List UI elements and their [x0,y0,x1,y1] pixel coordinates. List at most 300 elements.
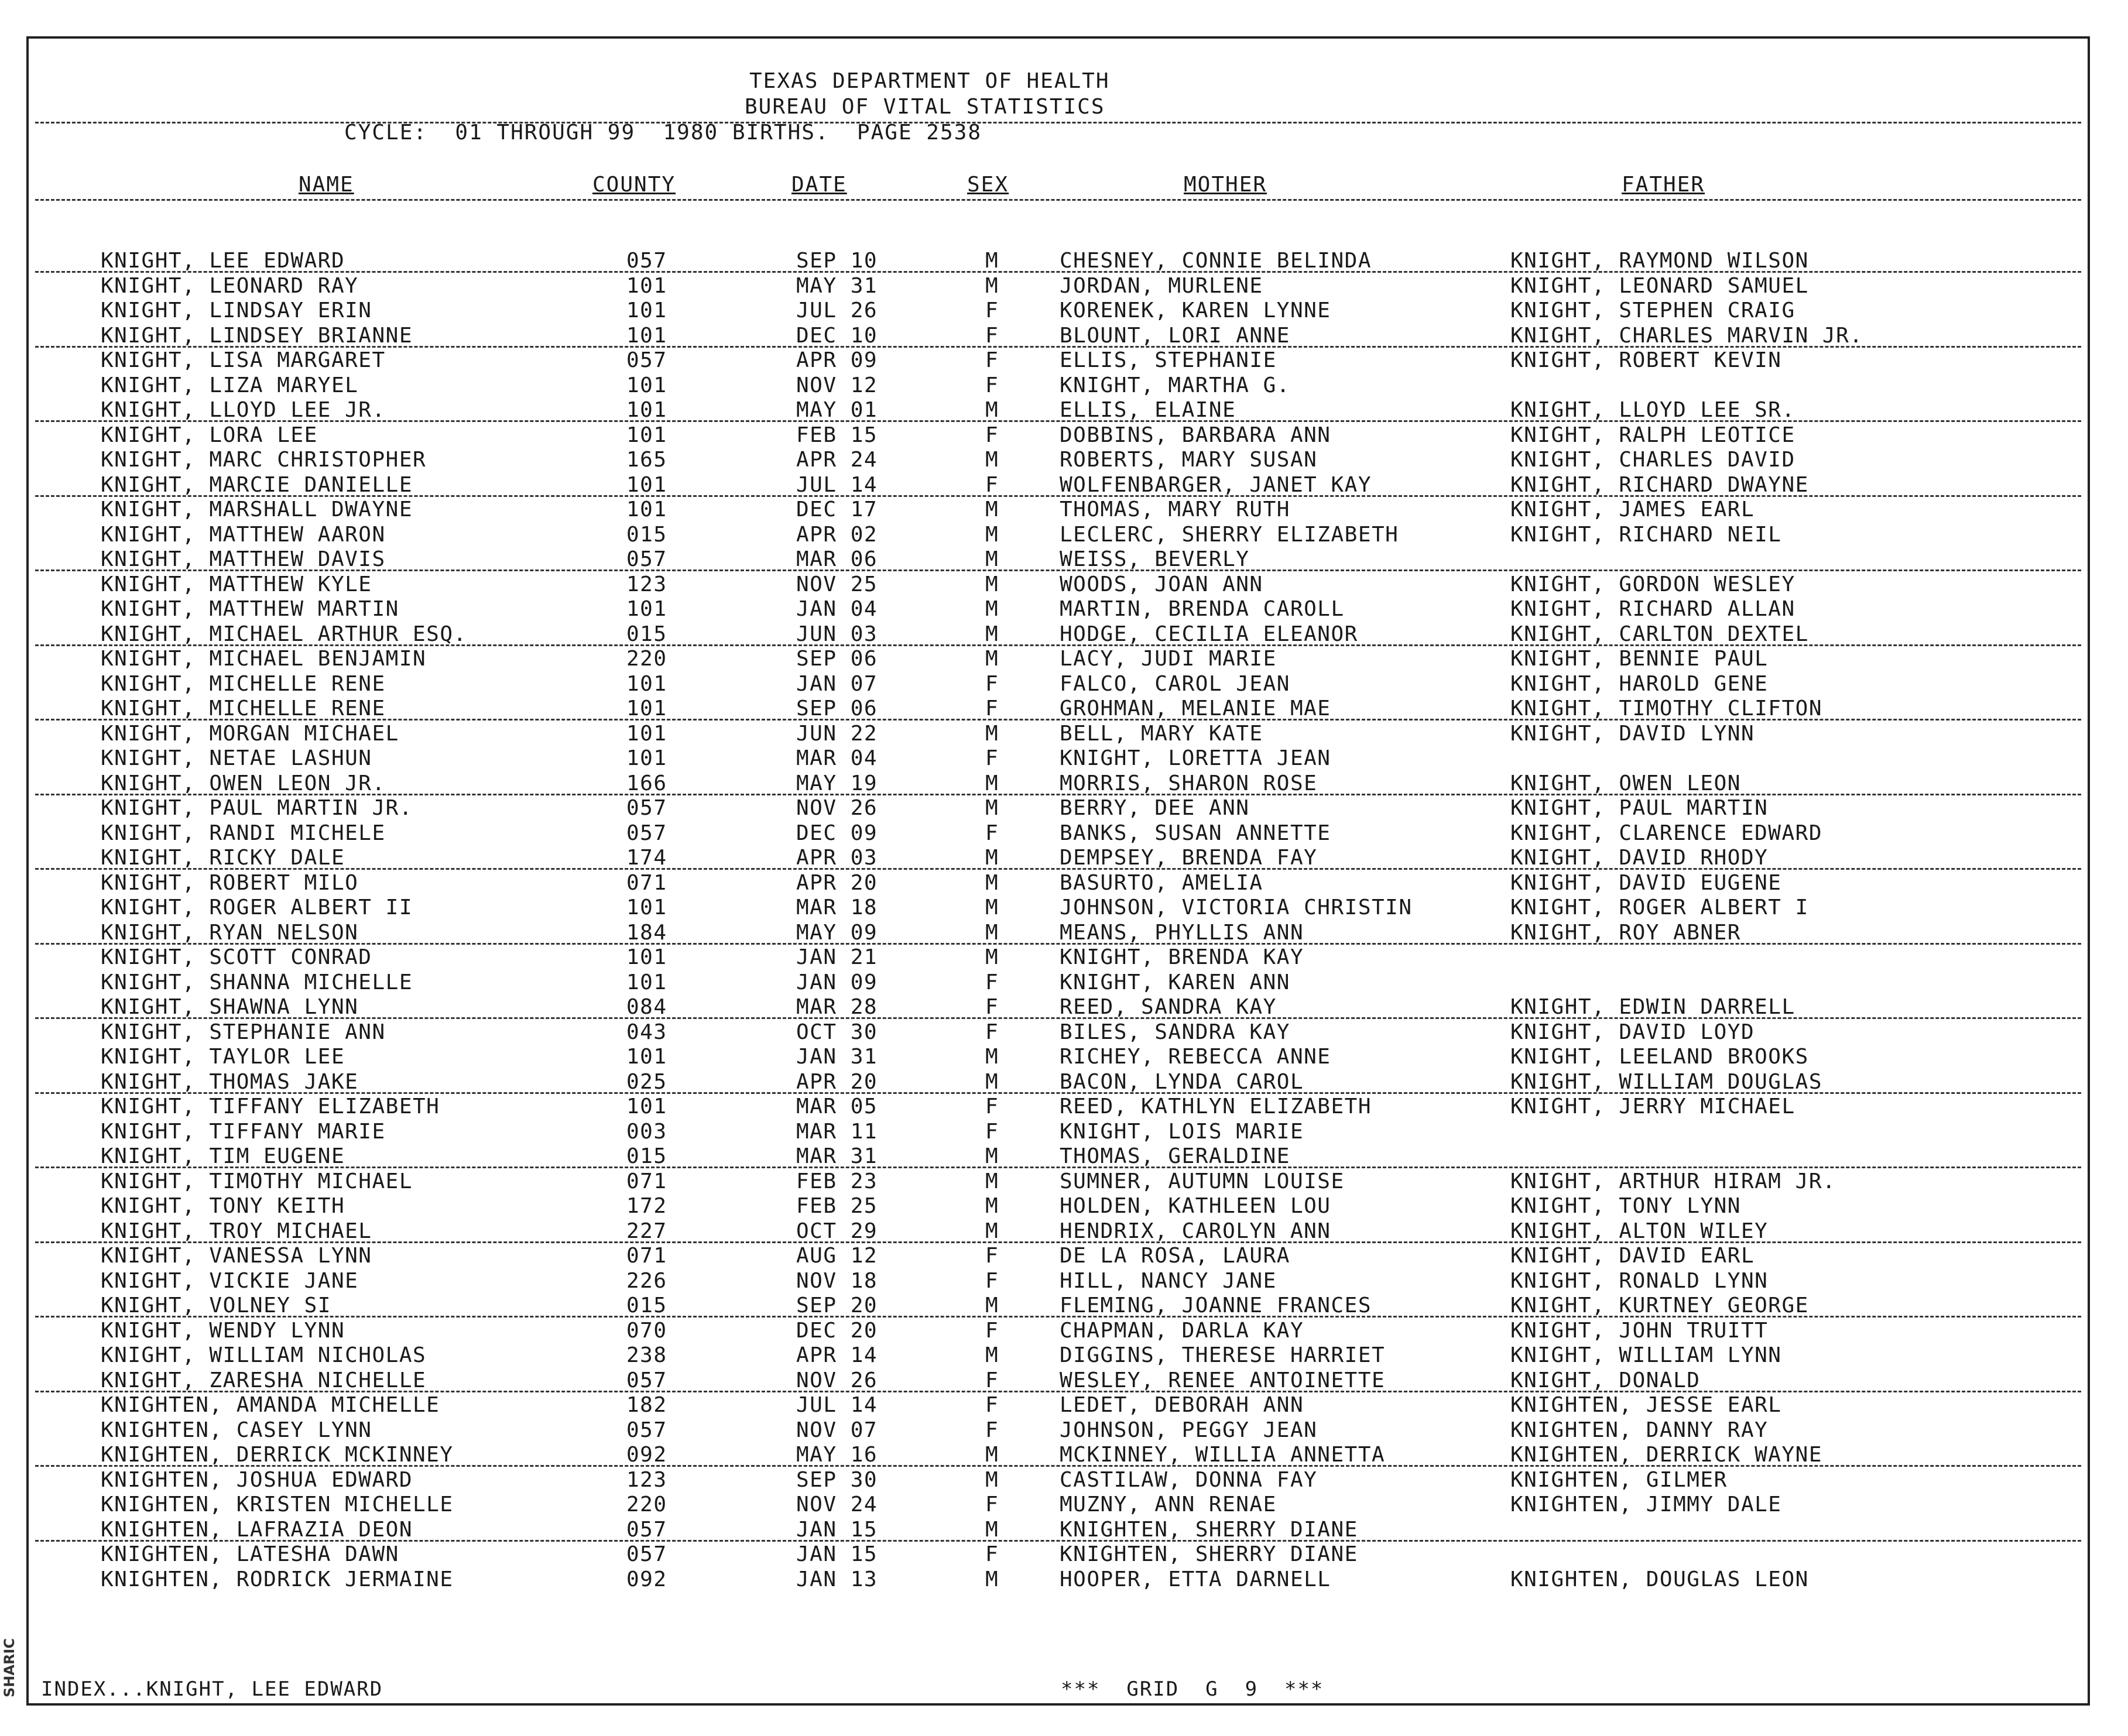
cell-sex: M [985,572,999,596]
cell-name: KNIGHTEN, CASEY LYNN [101,1418,372,1442]
cell-name: KNIGHT, NETAE LASHUN [101,746,372,770]
cell-father: KNIGHTEN, DANNY RAY [1510,1418,1769,1442]
cell-county: 070 [626,1318,667,1343]
table-row [0,1219,2128,1244]
cell-date: JUL 26 [796,299,878,323]
cell-date: JAN 31 [796,1045,878,1069]
cell-mother: HENDRIX, CAROLYN ANN [1060,1219,1331,1243]
cell-name: KNIGHT, TIFFANY MARIE [101,1119,386,1144]
department-title: TEXAS DEPARTMENT OF HEALTH [749,69,1110,93]
cell-name: KNIGHT, TONY KEITH [101,1194,345,1218]
table-row [0,647,2128,672]
cell-county: 092 [626,1567,667,1591]
cell-father: KNIGHTEN, GILMER [1510,1467,1728,1492]
cell-father: KNIGHT, LEELAND BROOKS [1510,1045,1809,1069]
column-header-father: FATHER [1622,173,1705,197]
cell-sex: M [985,870,999,895]
cell-date: SEP 20 [796,1294,878,1318]
cell-name: KNIGHT, PAUL MARTIN JR. [101,796,413,820]
cell-name: KNIGHT, MICHELLE RENE [101,697,386,721]
table-row [0,970,2128,996]
cell-father: KNIGHT, DAVID RHODY [1510,846,1769,870]
table-row [0,921,2128,946]
cell-father: KNIGHTEN, JESSE EARL [1510,1393,1782,1417]
cell-mother: BELL, MARY KATE [1060,721,1263,746]
cell-sex: M [985,1294,999,1318]
cell-county: 057 [626,821,667,845]
cell-date: NOV 18 [796,1268,878,1293]
cell-county: 172 [626,1194,667,1218]
cell-father: KNIGHT, LLOYD LEE SR. [1510,398,1795,422]
table-row [0,1045,2128,1070]
table-row [0,572,2128,598]
cell-sex: M [985,1194,999,1218]
cell-mother: BANKS, SUSAN ANNETTE [1060,821,1331,845]
header-divider [35,122,2081,123]
cell-county: 101 [626,398,667,422]
cell-father: KNIGHT, DAVID LOYD [1510,1020,1755,1044]
cell-sex: M [985,896,999,920]
cell-sex: M [985,945,999,969]
cell-mother: BACON, LYNDA CAROL [1060,1069,1304,1094]
cell-date: NOV 25 [796,572,878,596]
cell-county: 043 [626,1020,667,1044]
table-row [0,498,2128,523]
cell-father: KNIGHT, CHARLES MARVIN JR. [1510,323,1863,348]
cell-date: NOV 07 [796,1418,878,1442]
cell-father: KNIGHT, JAMES EARL [1510,498,1755,522]
cell-father: KNIGHT, EDWIN DARRELL [1510,995,1795,1019]
column-header-date: DATE [791,173,847,197]
table-row [0,1393,2128,1418]
cell-name: KNIGHT, MICHAEL ARTHUR ESQ. [101,622,467,646]
cell-sex: M [985,597,999,621]
cell-sex: M [985,721,999,746]
cell-name: KNIGHT, LORA LEE [101,423,318,447]
cell-father: KNIGHT, HAROLD GENE [1510,671,1769,696]
cell-father: KNIGHT, CARLTON DEXTEL [1510,622,1809,646]
cell-name: KNIGHT, LLOYD LEE JR. [101,398,386,422]
cell-county: 101 [626,671,667,696]
cell-date: JAN 07 [796,671,878,696]
cell-name: KNIGHT, MARC CHRISTOPHER [101,448,427,472]
cell-sex: M [985,920,999,945]
cell-sex: F [985,299,999,323]
cell-mother: LEDET, DEBORAH ANN [1060,1393,1304,1417]
cell-date: DEC 09 [796,821,878,845]
table-row [0,398,2128,423]
cell-county: 101 [626,299,667,323]
table-row [0,448,2128,473]
cell-mother: CHAPMAN, DARLA KAY [1060,1318,1304,1343]
table-row [0,523,2128,548]
cell-sex: M [985,448,999,472]
cell-date: JAN 21 [796,945,878,969]
cell-father: KNIGHT, PAUL MARTIN [1510,796,1769,820]
cell-mother: MEANS, PHYLLIS ANN [1060,920,1304,945]
cell-mother: THOMAS, MARY RUTH [1060,498,1290,522]
cell-county: 025 [626,1069,667,1094]
cell-county: 101 [626,323,667,348]
column-header-divider [35,199,2081,201]
table-row [0,672,2128,697]
cell-name: KNIGHTEN, JOSHUA EDWARD [101,1467,413,1492]
cell-sex: F [985,995,999,1019]
cell-name: KNIGHT, THOMAS JAKE [101,1069,359,1094]
cell-mother: KNIGHT, MARTHA G. [1060,373,1290,397]
cell-date: MAY 19 [796,771,878,795]
cell-name: KNIGHT, MATTHEW MARTIN [101,597,399,621]
cell-name: KNIGHT, TAYLOR LEE [101,1045,345,1069]
cell-date: MAR 31 [796,1144,878,1168]
cell-date: APR 03 [796,846,878,870]
cell-father: KNIGHT, STEPHEN CRAIG [1510,299,1795,323]
table-row [0,771,2128,797]
cell-name: KNIGHTEN, LATESHA DAWN [101,1542,399,1566]
table-row [0,995,2128,1020]
cell-mother: BLOUNT, LORI ANNE [1060,323,1290,348]
cell-date: APR 02 [796,522,878,547]
cell-sex: F [985,1244,999,1268]
table-row [0,373,2128,399]
cell-sex: M [985,1144,999,1168]
cell-name: KNIGHT, LINDSEY BRIANNE [101,323,413,348]
cell-county: 101 [626,746,667,770]
cell-mother: JOHNSON, VICTORIA CHRISTIN [1060,896,1413,920]
cell-date: OCT 29 [796,1219,878,1243]
cell-father: KNIGHT, TIMOTHY CLIFTON [1510,697,1822,721]
cell-county: 101 [626,896,667,920]
cell-county: 015 [626,622,667,646]
cell-name: KNIGHT, TROY MICHAEL [101,1219,372,1243]
cell-father: KNIGHT, DAVID EUGENE [1510,870,1782,895]
cell-mother: BERRY, DEE ANN [1060,796,1250,820]
cell-sex: F [985,1393,999,1417]
table-row [0,896,2128,921]
cell-mother: HODGE, CECILIA ELEANOR [1060,622,1358,646]
cell-mother: WOODS, JOAN ANN [1060,572,1263,596]
cell-father: KNIGHT, LEONARD SAMUEL [1510,273,1809,298]
grid-footer: *** GRID G 9 *** [1061,1677,1324,1701]
cell-county: 057 [626,1517,667,1542]
cell-father: KNIGHT, RALPH LEOTICE [1510,423,1795,447]
cell-county: 220 [626,647,667,671]
cell-sex: M [985,522,999,547]
cell-mother: HILL, NANCY JANE [1060,1268,1277,1293]
cell-father: KNIGHTEN, DOUGLAS LEON [1510,1567,1809,1591]
column-header-name: NAME [299,173,354,197]
cell-date: JAN 04 [796,597,878,621]
cell-sex: M [985,273,999,298]
cell-father: KNIGHT, ARTHUR HIRAM JR. [1510,1169,1836,1193]
cell-sex: F [985,1493,999,1517]
cell-county: 101 [626,472,667,497]
cell-name: KNIGHT, MARSHALL DWAYNE [101,498,413,522]
cell-father: KNIGHT, OWEN LEON [1510,771,1741,795]
cell-sex: F [985,423,999,447]
cell-sex: M [985,498,999,522]
cell-name: KNIGHT, LEONARD RAY [101,273,359,298]
cell-county: 071 [626,1244,667,1268]
cell-father: KNIGHT, CHARLES DAVID [1510,448,1795,472]
table-row [0,423,2128,448]
cell-date: MAR 06 [796,547,878,571]
cell-mother: KNIGHT, KAREN ANN [1060,970,1290,994]
cell-date: JUN 03 [796,622,878,646]
cell-name: KNIGHT, WILLIAM NICHOLAS [101,1343,427,1367]
cell-father: KNIGHT, CLARENCE EDWARD [1510,821,1822,845]
cell-date: APR 24 [796,448,878,472]
cell-date: JUL 14 [796,472,878,497]
cell-county: 101 [626,373,667,397]
cell-sex: M [985,1069,999,1094]
cell-sex: M [985,1443,999,1467]
cell-county: 184 [626,920,667,945]
cell-county: 071 [626,1169,667,1193]
cell-county: 092 [626,1443,667,1467]
table-row [0,1095,2128,1120]
table-row [0,697,2128,722]
cell-name: KNIGHT, WENDY LYNN [101,1318,345,1343]
cell-father: KNIGHT, WILLIAM LYNN [1510,1343,1782,1367]
cell-sex: M [985,1219,999,1243]
cell-county: 182 [626,1393,667,1417]
cell-sex: F [985,472,999,497]
cell-father: KNIGHT, ALTON WILEY [1510,1219,1769,1243]
cell-date: DEC 17 [796,498,878,522]
cell-sex: F [985,1268,999,1293]
cell-name: KNIGHTEN, AMANDA MICHELLE [101,1393,440,1417]
table-row [0,871,2128,896]
cell-name: KNIGHT, LINDSAY ERIN [101,299,372,323]
cell-date: NOV 24 [796,1493,878,1517]
cell-mother: SUMNER, AUTUMN LOUISE [1060,1169,1345,1193]
cell-sex: M [985,846,999,870]
cell-county: 101 [626,423,667,447]
cell-name: KNIGHT, VANESSA LYNN [101,1244,372,1268]
table-row [0,821,2128,846]
cell-name: KNIGHT, STEPHANIE ANN [101,1020,386,1044]
cell-father: KNIGHT, KURTNEY GEORGE [1510,1294,1809,1318]
cell-father: KNIGHT, ROY ABNER [1510,920,1741,945]
cell-date: JAN 13 [796,1567,878,1591]
cell-mother: GROHMAN, MELANIE MAE [1060,697,1331,721]
cell-mother: DIGGINS, THERESE HARRIET [1060,1343,1386,1367]
cell-county: 015 [626,1294,667,1318]
table-row [0,1518,2128,1543]
cell-name: KNIGHT, LISA MARGARET [101,348,386,372]
cell-name: KNIGHTEN, RODRICK JERMAINE [101,1567,454,1591]
cell-name: KNIGHT, LIZA MARYEL [101,373,359,397]
cell-county: 084 [626,995,667,1019]
table-row [0,746,2128,771]
cell-name: KNIGHT, TIM EUGENE [101,1144,345,1168]
cell-mother: FALCO, CAROL JEAN [1060,671,1290,696]
cell-county: 227 [626,1219,667,1243]
cell-county: 174 [626,846,667,870]
cell-county: 123 [626,572,667,596]
cell-sex: M [985,1343,999,1367]
cell-date: DEC 20 [796,1318,878,1343]
cell-mother: ROBERTS, MARY SUSAN [1060,448,1318,472]
cell-county: 057 [626,1542,667,1566]
cell-date: SEP 06 [796,647,878,671]
cell-sex: F [985,1418,999,1442]
cell-father: KNIGHT, WILLIAM DOUGLAS [1510,1069,1822,1094]
cell-mother: KNIGHTEN, SHERRY DIANE [1060,1517,1358,1542]
table-row [0,1269,2128,1294]
cell-date: NOV 26 [796,796,878,820]
table-row [0,1070,2128,1095]
cell-sex: M [985,771,999,795]
cell-date: MAR 28 [796,995,878,1019]
cell-date: JUL 14 [796,1393,878,1417]
cell-date: MAY 31 [796,273,878,298]
cell-county: 057 [626,348,667,372]
table-row [0,846,2128,871]
cell-sex: F [985,1318,999,1343]
cell-date: OCT 30 [796,1020,878,1044]
cell-mother: RICHEY, REBECCA ANNE [1060,1045,1331,1069]
cell-name: KNIGHT, MICHELLE RENE [101,671,386,696]
cell-mother: MUZNY, ANN RENAE [1060,1493,1277,1517]
cell-name: KNIGHT, TIMOTHY MICHAEL [101,1169,413,1193]
cell-sex: M [985,249,999,273]
cell-date: JUN 22 [796,721,878,746]
cell-mother: JOHNSON, PEGGY JEAN [1060,1418,1318,1442]
cell-mother: KORENEK, KAREN LYNNE [1060,299,1331,323]
cell-county: 101 [626,597,667,621]
cell-date: MAR 05 [796,1095,878,1119]
cell-father: KNIGHT, ROBERT KEVIN [1510,348,1782,372]
cell-date: NOV 12 [796,373,878,397]
cell-county: 101 [626,945,667,969]
table-row [0,547,2128,572]
cell-father: KNIGHT, RICHARD DWAYNE [1510,472,1809,497]
table-row [0,1169,2128,1195]
table-row [0,1368,2128,1394]
cell-date: APR 20 [796,870,878,895]
cell-date: SEP 06 [796,697,878,721]
cell-father: KNIGHT, DAVID LYNN [1510,721,1755,746]
cell-name: KNIGHT, RANDI MICHELE [101,821,386,845]
cell-county: 101 [626,1045,667,1069]
cell-mother: KNIGHT, LOIS MARIE [1060,1119,1304,1144]
cell-father: KNIGHT, BENNIE PAUL [1510,647,1769,671]
cell-county: 057 [626,1418,667,1442]
cell-county: 057 [626,249,667,273]
cell-date: AUG 12 [796,1244,878,1268]
cell-mother: WESLEY, RENEE ANTOINETTE [1060,1368,1386,1392]
table-row [0,1343,2128,1368]
cell-mother: WEISS, BEVERLY [1060,547,1250,571]
table-row [0,622,2128,647]
birth-records-table [0,249,2128,1592]
cell-sex: F [985,1542,999,1566]
table-row [0,1020,2128,1045]
cell-name: KNIGHT, SCOTT CONRAD [101,945,372,969]
table-row [0,348,2128,373]
cell-father: KNIGHT, RAYMOND WILSON [1510,249,1809,273]
cell-sex: M [985,398,999,422]
cell-mother: REED, SANDRA KAY [1060,995,1277,1019]
cell-name: KNIGHT, SHANNA MICHELLE [101,970,413,994]
cell-date: APR 09 [796,348,878,372]
cell-father: KNIGHT, JOHN TRUITT [1510,1318,1769,1343]
cell-date: FEB 25 [796,1194,878,1218]
cell-sex: M [985,1169,999,1193]
cell-county: 003 [626,1119,667,1144]
cell-county: 166 [626,771,667,795]
cell-sex: F [985,1368,999,1392]
cell-date: MAY 01 [796,398,878,422]
cell-date: JAN 15 [796,1517,878,1542]
cell-mother: LECLERC, SHERRY ELIZABETH [1060,522,1399,547]
cell-name: KNIGHT, ROGER ALBERT II [101,896,413,920]
cell-mother: ELLIS, ELAINE [1060,398,1236,422]
cell-mother: HOOPER, ETTA DARNELL [1060,1567,1331,1591]
cell-father: KNIGHT, RONALD LYNN [1510,1268,1769,1293]
cell-county: 057 [626,796,667,820]
cell-name: KNIGHT, MATTHEW DAVIS [101,547,386,571]
cell-county: 071 [626,870,667,895]
cell-name: KNIGHT, SHAWNA LYNN [101,995,359,1019]
cell-name: KNIGHT, ROBERT MILO [101,870,359,895]
cell-sex: F [985,746,999,770]
cell-mother: BASURTO, AMELIA [1060,870,1263,895]
cell-name: KNIGHT, LEE EDWARD [101,249,345,273]
cell-date: APR 14 [796,1343,878,1367]
cell-county: 101 [626,970,667,994]
cell-mother: DE LA ROSA, LAURA [1060,1244,1290,1268]
cell-date: MAY 09 [796,920,878,945]
bureau-title: BUREAU OF VITAL STATISTICS [745,95,1105,119]
cell-name: KNIGHT, RICKY DALE [101,846,345,870]
cell-county: 101 [626,273,667,298]
cell-county: 101 [626,498,667,522]
cell-father: KNIGHT, RICHARD NEIL [1510,522,1782,547]
cell-mother: KNIGHTEN, SHERRY DIANE [1060,1542,1358,1566]
cell-mother: CASTILAW, DONNA FAY [1060,1467,1318,1492]
column-header-mother: MOTHER [1184,173,1267,197]
cell-date: NOV 26 [796,1368,878,1392]
cell-county: 057 [626,1368,667,1392]
cell-sex: M [985,547,999,571]
table-row [0,1567,2128,1593]
cell-name: KNIGHT, VICKIE JANE [101,1268,359,1293]
cell-county: 238 [626,1343,667,1367]
cell-mother: ELLIS, STEPHANIE [1060,348,1277,372]
cell-date: FEB 23 [796,1169,878,1193]
cell-name: KNIGHT, MARCIE DANIELLE [101,472,413,497]
cell-date: SEP 10 [796,249,878,273]
cell-county: 101 [626,721,667,746]
table-row [0,1493,2128,1518]
cell-sex: M [985,647,999,671]
cell-date: MAR 04 [796,746,878,770]
cell-date: MAR 18 [796,896,878,920]
cell-name: KNIGHTEN, KRISTEN MICHELLE [101,1493,454,1517]
cell-sex: F [985,1119,999,1144]
cell-date: SEP 30 [796,1467,878,1492]
cell-sex: F [985,671,999,696]
cell-mother: KNIGHT, LORETTA JEAN [1060,746,1331,770]
cell-sex: F [985,1020,999,1044]
cell-mother: MARTIN, BRENDA CAROLL [1060,597,1345,621]
cell-father: KNIGHT, ROGER ALBERT I [1510,896,1809,920]
table-row [0,1319,2128,1344]
cell-name: KNIGHT, MATTHEW AARON [101,522,386,547]
